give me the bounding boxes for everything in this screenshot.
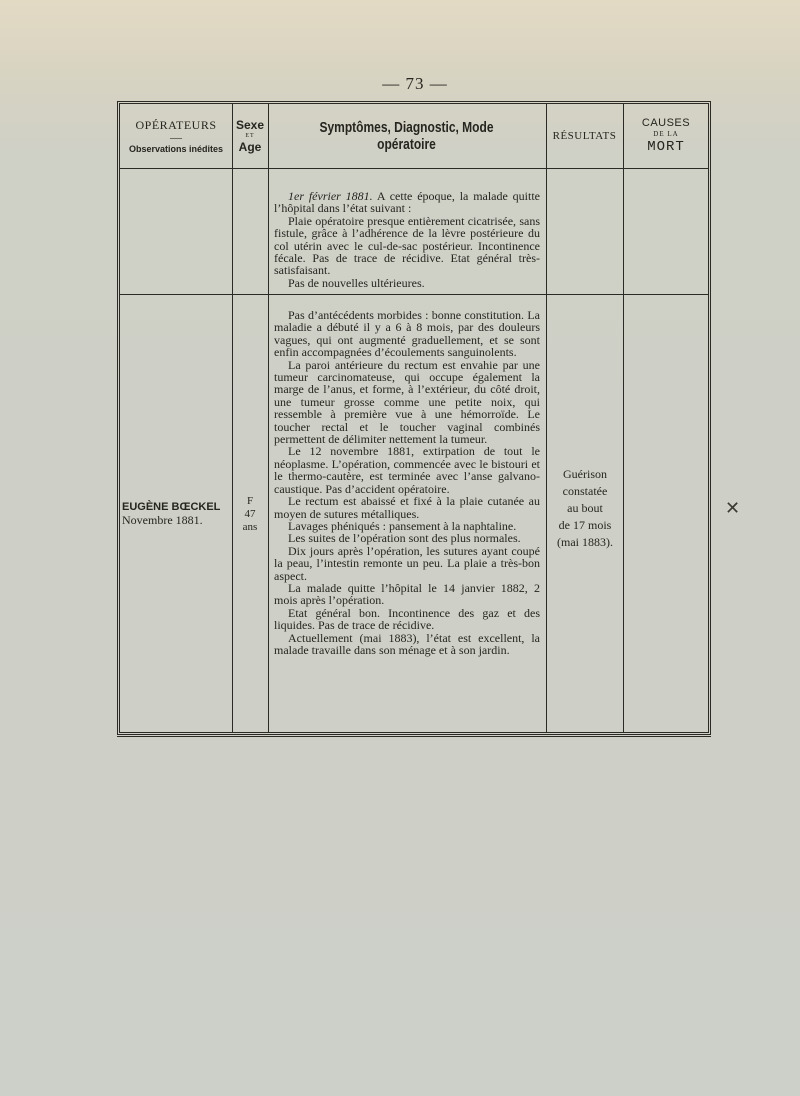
column-divider: [232, 104, 233, 732]
resultat-line: au bout: [567, 501, 603, 515]
age-value: 47: [244, 508, 256, 520]
margin-cross-mark: ✕: [725, 498, 741, 518]
entry1-date: 1er février 1881.: [288, 189, 373, 203]
resultat-cell: [548, 466, 622, 551]
entry1-text: [274, 190, 540, 289]
column-divider: [546, 104, 547, 732]
entry2-paragraph: La malade quitte l’hôpital le 14 janvier 1882, 2 mois après l’opération.: [274, 580, 540, 608]
header-causes: CAUSES DE LA MORT: [641, 117, 691, 155]
entry2-paragraph: Pas d’antécédents morbides : bonne constitution. La maladie a débuté il y a 6 à 8 mois, par des douleurs vagues, qui ont augmenté graduellement, et se sont enfin accompagnées d’écoulements sanguinolents.: [274, 308, 540, 360]
sexe-age-cell: [232, 495, 268, 534]
entry2-paragraph: Le 12 novembre 1881, extirpation de tout le néoplasme. L’opération, commencée avec le bistouri et le thermo-cautère, est terminée avec l’anse galvano-caustique. Pas d’accident opératoire.: [274, 444, 540, 496]
header-divider: [120, 168, 708, 169]
entry2-paragraph: Dix jours après l’opération, les sutures ayant coupé la peau, l’intestin remonte un peu. La plaie a très-bon aspect.: [274, 543, 540, 583]
column-divider: [268, 104, 269, 732]
header-symptomes: Symptômes, Diagnostic, Mode opératoire: [319, 119, 494, 153]
operator-name: EUGÈNE BŒCKEL: [122, 501, 221, 513]
table-bottom-rule: [117, 736, 711, 737]
entry2-paragraph: Actuellement (mai 1883), l’état est excellent, la malade travaille dans son ménage et à son jardin.: [274, 630, 540, 657]
resultat-line: de 17 mois: [558, 518, 612, 532]
operator-date: Novembre 1881.: [122, 513, 203, 527]
entry2-paragraph: Lavages phéniqués : pansement à la naphtaline.: [288, 518, 517, 533]
entry1-paragraph: A cette époque, la malade quitte l’hôpital dans l’état suivant :: [274, 189, 541, 216]
header-resultats: RÉSULTATS: [552, 130, 617, 142]
entry2-text: [274, 309, 540, 656]
observations-table: [117, 101, 711, 735]
entry2-paragraph: La paroi antérieure du rectum est envahie par une tumeur carcinomateuse, qui occupe également la marge de l’anus, et forme, à l’extérieur, du côté droit, une tumeur grosse comme une petite noix, qui ressemble à première vue à une hémorroïde. Le toucher rectal et le toucher vaginal combinés permettent de délimiter nettement la tumeur.: [274, 357, 540, 447]
resultat-line: Guérison: [563, 467, 607, 481]
resultat-line: constatée: [562, 484, 608, 498]
column-divider: [623, 104, 624, 732]
page-number: — 73 —: [382, 74, 448, 93]
entry1-paragraph: Pas de nouvelles ultérieures.: [288, 275, 425, 290]
operator-cell: [122, 501, 232, 528]
age-unit: ans: [242, 521, 258, 533]
sexe-value: F: [246, 495, 254, 507]
header-operateurs: OPÉRATEURS — Observations inédites: [128, 118, 224, 154]
entry2-paragraph: Les suites de l’opération sont des plus normales.: [288, 531, 521, 546]
entry2-paragraph: Etat général bon. Incontinence des gaz et des liquides. Pas de trace de récidive.: [274, 605, 540, 633]
header-sexe-age: Sexe ET Age: [235, 118, 265, 154]
entry2-paragraph: Le rectum est abaissé et fixé à la plaie cutanée au moyen de sutures métalliques.: [274, 494, 540, 521]
row-divider: [120, 294, 708, 295]
resultat-line: (mai 1883).: [557, 535, 613, 549]
entry1-paragraph: Plaie opératoire presque entièrement cicatrisée, sans fistule, grâce à l’adhérence de la lèvre postérieure du col utérin avec le cul-de-sac postérieur. Incontinence fécale. Pas de trace de récidive. Etat général très-satisfaisant.: [274, 213, 540, 278]
